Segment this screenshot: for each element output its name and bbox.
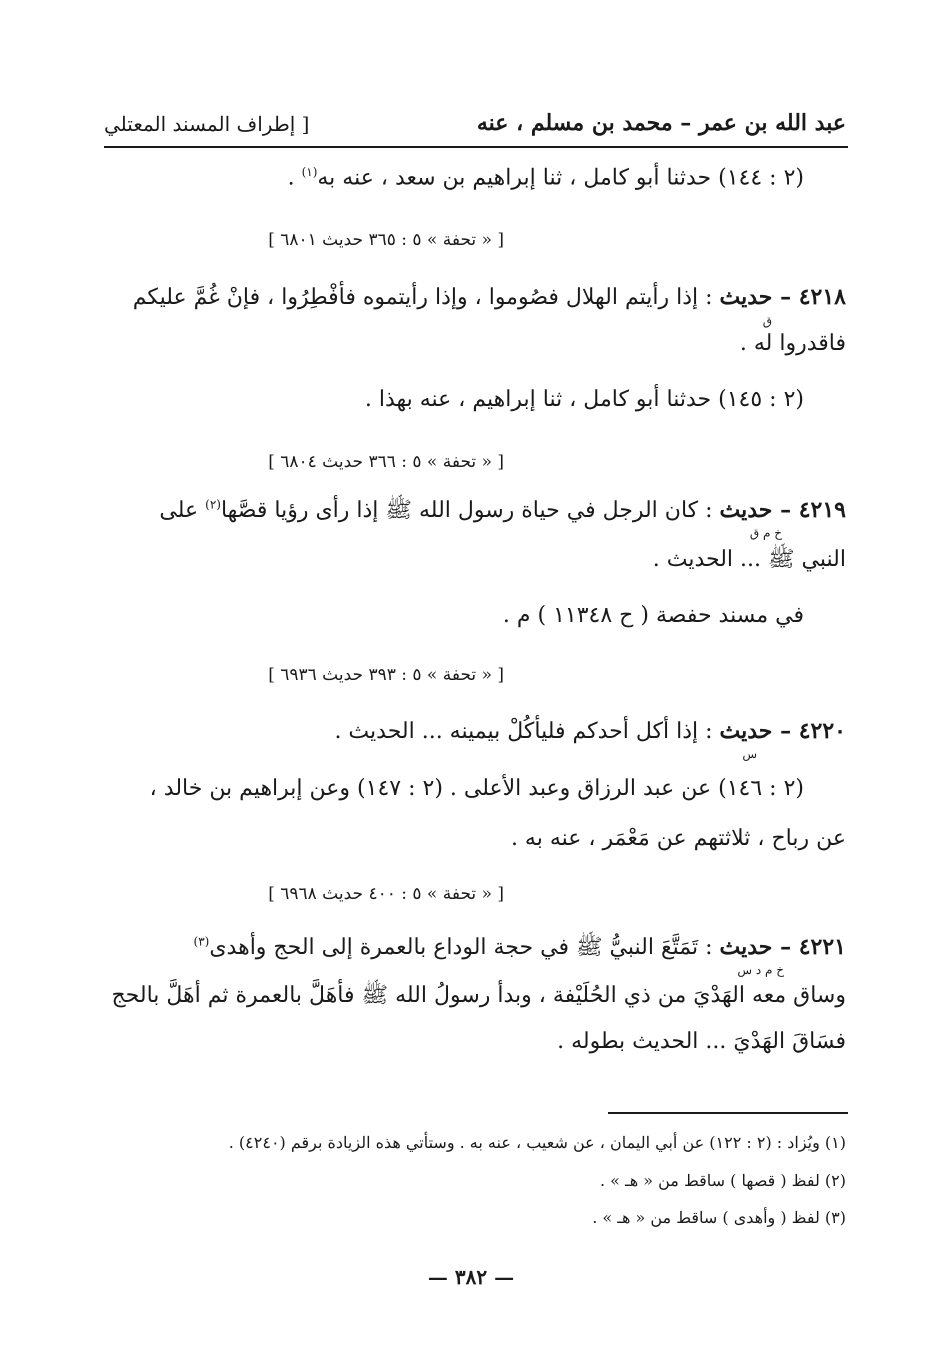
footnote: (٣) لفظ ( وأهدى ) ساقط من « هـ » . bbox=[592, 1208, 846, 1227]
sigla: خ م د س bbox=[737, 963, 784, 977]
footnote-ref: (١) bbox=[301, 165, 318, 179]
running-header-left: [ إطراف المسند المعتلي bbox=[104, 112, 310, 136]
hadith-line bbox=[133, 284, 846, 310]
hadith-text: : تَمَتَّعَ النبيُّ ﷺ في حجة الوداع بالعمرة إلى الحج وأهدى bbox=[209, 935, 720, 960]
hadith-text: : كان الرجل في حياة رسول الله ﷺ إذا رأى رؤيا قصَّها bbox=[220, 498, 720, 523]
page-number: — ٣٨٢ — bbox=[427, 1265, 515, 1289]
footnote-ref: (٣) bbox=[193, 934, 210, 949]
hadith-line bbox=[334, 718, 846, 744]
hadith-number: ٤٢٢١ – حديث bbox=[719, 934, 846, 960]
hadith-line bbox=[159, 496, 846, 528]
hadith-line-continued: فسَاقَ الهَدْيَ ... الحديث بطوله . bbox=[557, 1029, 846, 1054]
chain-text: (٢ : ١٤٤) حدثنا أبو كامل ، ثنا إبراهيم بن سعد ، عنه به bbox=[317, 165, 804, 191]
chain-line-continued: عن رباح ، ثلاثتهم عن مَعْمَر ، عنه به . bbox=[510, 826, 846, 851]
chain-line bbox=[288, 165, 804, 190]
footnote: (١) ويُزاد : (٢ : ١٢٢) عن أبي اليمان ، عن شعيب ، عنه به . وستأتي هذه الزيادة برقم (٤٢٤٠) . bbox=[228, 1133, 846, 1152]
hadith-line-continued: وساق معه الهَدْيَ من ذي الحُلَيْفة ، وبدأ رسولُ الله ﷺ فأهَلَّ بالعمرة ثم أهَلَّ بالحج bbox=[111, 983, 846, 1008]
hadith-number: ٤٢٢٠ – حديث bbox=[719, 718, 846, 744]
footnote-rule bbox=[608, 1112, 848, 1114]
hadith-text-end: على bbox=[159, 498, 206, 523]
hadith-line-continued: النبي ﷺ ... الحديث . bbox=[652, 547, 846, 572]
running-header-right: عبد الله بن عمر – محمد بن مسلم ، عنه bbox=[476, 110, 846, 136]
chain-line: في مسند حفصة ( ح ١١٣٤٨ ) م . bbox=[502, 603, 804, 628]
tuhfa-ref: [ « تحفة » ٥ : ٤٠٠ حديث ٦٩٦٨ ] bbox=[268, 884, 504, 904]
hadith-line bbox=[194, 933, 847, 965]
chain-end: . bbox=[287, 165, 302, 191]
footnote: (٢) لفظ ( قصها ) ساقط من « هـ » . bbox=[599, 1171, 846, 1190]
sigla: خ م ق bbox=[749, 526, 782, 540]
footnote-ref: (٢) bbox=[205, 497, 221, 512]
chain-line: (٢ : ١٤٥) حدثنا أبو كامل ، ثنا إبراهيم ، عنه بهذا . bbox=[364, 387, 804, 412]
tuhfa-ref: [ « تحفة » ٥ : ٣٦٥ حديث ٦٨٠١ ] bbox=[268, 230, 504, 250]
sigla: ق bbox=[762, 314, 772, 328]
hadith-number: ٤٢١٩ – حديث bbox=[719, 497, 846, 523]
hadith-text: : إذا أكل أحدكم فليأكُلْ بيمينه ... الحديث . bbox=[334, 719, 720, 744]
sigla: س bbox=[742, 747, 757, 761]
chain-line: (٢ : ١٤٦) عن عبد الرزاق وعبد الأعلى . (٢ : ١٤٧) وعن إبراهيم بن خالد ، bbox=[149, 776, 804, 801]
hadith-line-continued: فاقدروا له . bbox=[739, 331, 846, 356]
hadith-number: ٤٢١٨ – حديث bbox=[719, 284, 846, 310]
header-rule bbox=[104, 146, 848, 148]
hadith-text: : إذا رأيتم الهلال فصُوموا ، وإذا رأيتموه فأفْطِرُوا ، فإنْ غُمَّ عليكم bbox=[132, 285, 720, 310]
tuhfa-ref: [ « تحفة » ٥ : ٣٩٣ حديث ٦٩٣٦ ] bbox=[268, 665, 504, 685]
tuhfa-ref: [ « تحفة » ٥ : ٣٦٦ حديث ٦٨٠٤ ] bbox=[268, 452, 504, 472]
